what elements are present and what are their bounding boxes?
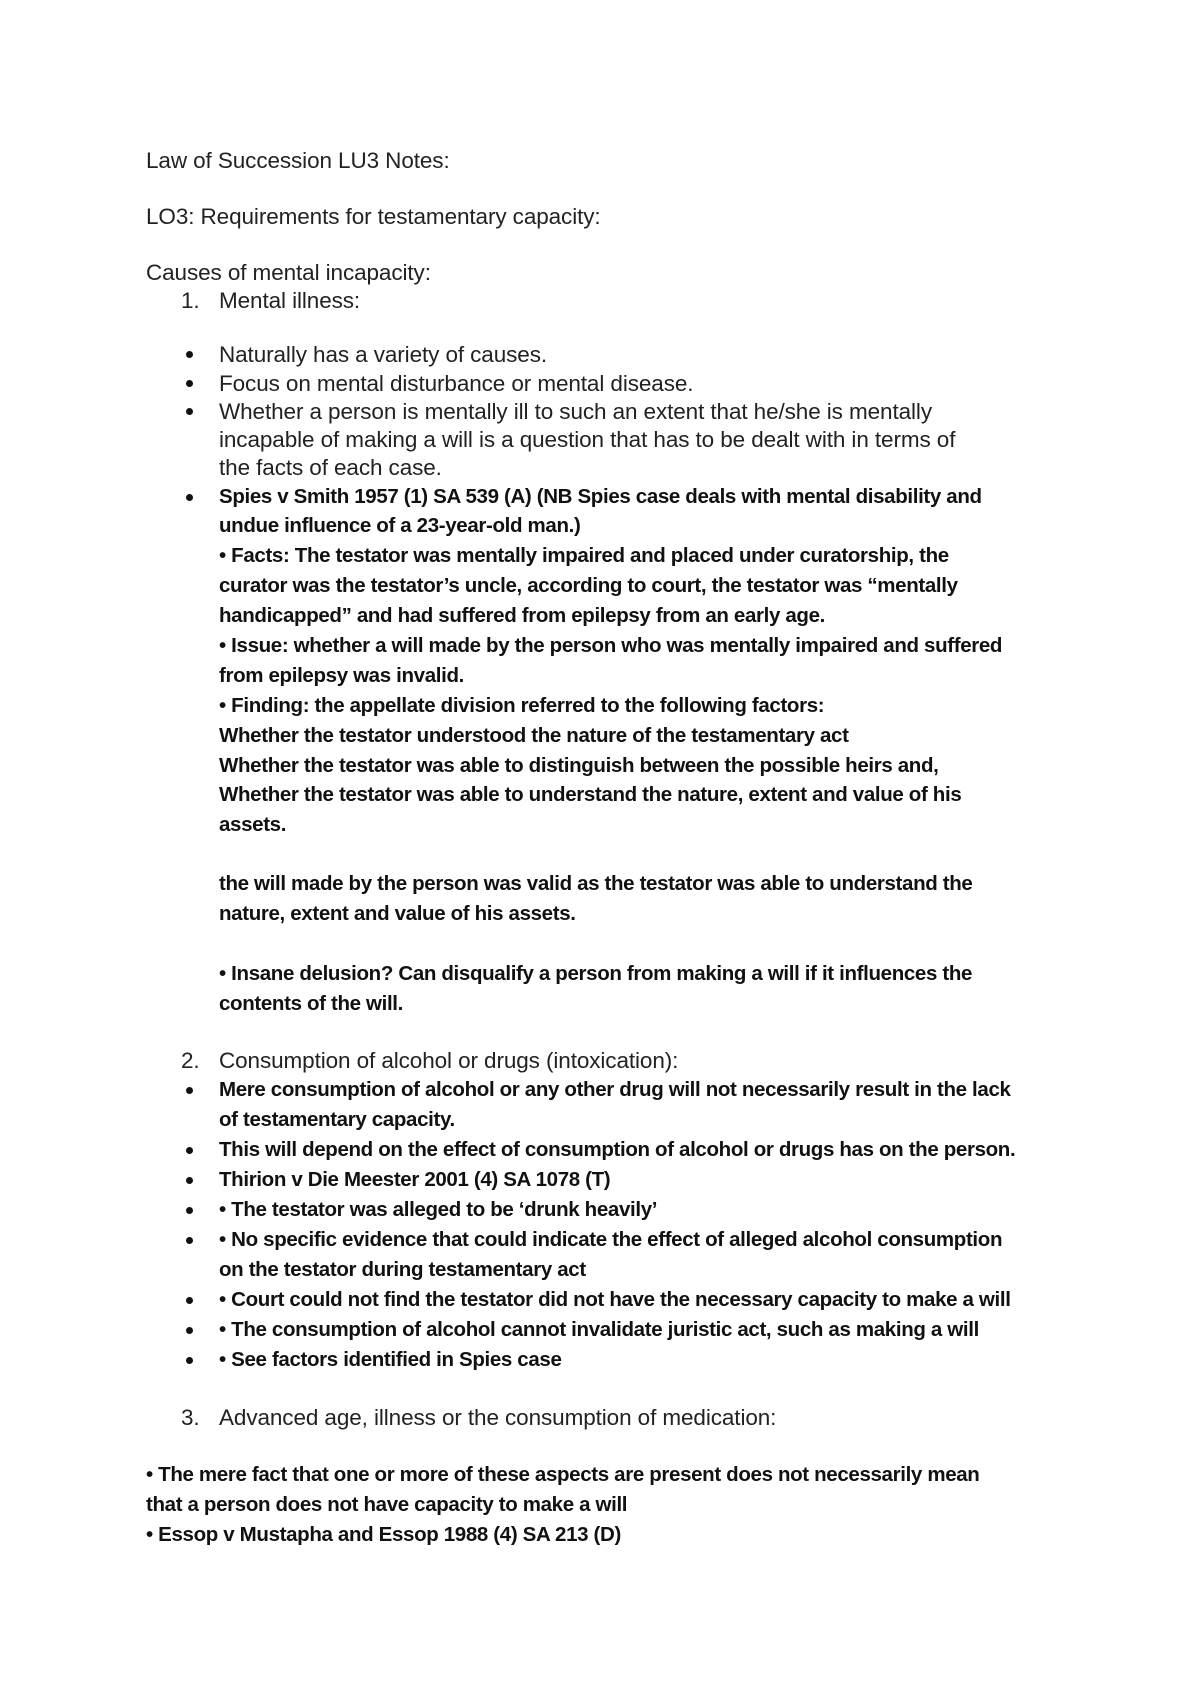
bullet-dot bbox=[186, 1087, 193, 1094]
spies-case-line2: undue influence of a 23-year-old man.) bbox=[219, 514, 581, 537]
section2-heading: Consumption of alcohol or drugs (intoxication): bbox=[219, 1048, 679, 1073]
bullet-dot bbox=[186, 408, 193, 415]
section1-heading: Mental illness: bbox=[219, 288, 361, 313]
factor2: Whether the testator was able to distinguish between the possible heirs and, bbox=[219, 754, 939, 777]
section2-bullet3: Thirion v Die Meester 2001 (4) SA 1078 (T) bbox=[219, 1168, 611, 1191]
section1-bullet2: Focus on mental disturbance or mental disease. bbox=[219, 371, 694, 396]
section2-bullet2: This will depend on the effect of consumption of alcohol or drugs has on the person. bbox=[219, 1138, 1016, 1161]
facts-line2: curator was the testator’s uncle, according to court, the testator was “mentally bbox=[219, 574, 958, 597]
section1-bullet3-line1: Whether a person is mentally ill to such an extent that he/she is mentally bbox=[219, 399, 932, 424]
section2-bullet5-line2: on the testator during testamentary act bbox=[219, 1258, 586, 1281]
lo3-heading: LO3: Requirements for testamentary capacity: bbox=[146, 204, 601, 229]
section1-number: 1. bbox=[181, 288, 200, 313]
finding-line1: • Finding: the appellate division referred to the following factors: bbox=[219, 694, 825, 717]
section1-bullet3-line2: incapable of making a will is a question that has to be dealt with in terms of bbox=[219, 427, 956, 452]
bullet-dot bbox=[186, 1207, 193, 1214]
bullet-dot bbox=[186, 1177, 193, 1184]
insane-delusion-line2: contents of the will. bbox=[219, 992, 403, 1015]
section3-number: 3. bbox=[181, 1405, 200, 1430]
section2-bullet8: • See factors identified in Spies case bbox=[219, 1348, 562, 1371]
causes-heading: Causes of mental incapacity: bbox=[146, 260, 431, 285]
section2-bullet4: • The testator was alleged to be ‘drunk heavily’ bbox=[219, 1198, 658, 1221]
issue-line1: • Issue: whether a will made by the person who was mentally impaired and suffered bbox=[219, 634, 1003, 657]
facts-line1: • Facts: The testator was mentally impaired and placed under curatorship, the bbox=[219, 544, 949, 567]
bullet-dot bbox=[186, 1237, 193, 1244]
essop-case: • Essop v Mustapha and Essop 1988 (4) SA 213 (D) bbox=[146, 1523, 621, 1546]
conclusion-line1: the will made by the person was valid as the testator was able to understand the bbox=[219, 872, 973, 895]
facts-line3: handicapped” and had suffered from epilepsy from an early age. bbox=[219, 604, 825, 627]
spies-case-line1: Spies v Smith 1957 (1) SA 539 (A) (NB Spies case deals with mental disability and bbox=[219, 485, 982, 508]
document-title: Law of Succession LU3 Notes: bbox=[146, 148, 450, 173]
bullet-dot bbox=[186, 1357, 193, 1364]
factor1: Whether the testator understood the nature of the testamentary act bbox=[219, 724, 849, 747]
factor3-line2: assets. bbox=[219, 813, 287, 836]
bullet-dot bbox=[186, 494, 193, 501]
insane-delusion-line1: • Insane delusion? Can disqualify a person from making a will if it influences the bbox=[219, 962, 973, 985]
section2-bullet7: • The consumption of alcohol cannot invalidate juristic act, such as making a will bbox=[219, 1318, 979, 1341]
bullet-dot bbox=[186, 351, 193, 358]
section3-para-line1: • The mere fact that one or more of these aspects are present does not necessarily mean bbox=[146, 1463, 980, 1486]
section1-bullet3-line3: the facts of each case. bbox=[219, 455, 442, 480]
section3-heading: Advanced age, illness or the consumption of medication: bbox=[219, 1405, 777, 1430]
section3-para-line2: that a person does not have capacity to make a will bbox=[146, 1493, 628, 1516]
section2-bullet5-line1: • No specific evidence that could indicate the effect of alleged alcohol consumption bbox=[219, 1228, 1003, 1251]
section2-bullet1-line2: of testamentary capacity. bbox=[219, 1108, 455, 1131]
conclusion-line2: nature, extent and value of his assets. bbox=[219, 902, 576, 925]
factor3-line1: Whether the testator was able to understand the nature, extent and value of his bbox=[219, 783, 962, 806]
bullet-dot bbox=[186, 1297, 193, 1304]
bullet-dot bbox=[186, 380, 193, 387]
section2-bullet1-line1: Mere consumption of alcohol or any other drug will not necessarily result in the lack bbox=[219, 1078, 1011, 1101]
section1-bullet1: Naturally has a variety of causes. bbox=[219, 342, 548, 367]
issue-line2: from epilepsy was invalid. bbox=[219, 664, 464, 687]
section2-number: 2. bbox=[181, 1048, 200, 1073]
bullet-dot bbox=[186, 1147, 193, 1154]
bullet-dot bbox=[186, 1327, 193, 1334]
section2-bullet6: • Court could not find the testator did not have the necessary capacity to make a will bbox=[219, 1288, 1011, 1311]
